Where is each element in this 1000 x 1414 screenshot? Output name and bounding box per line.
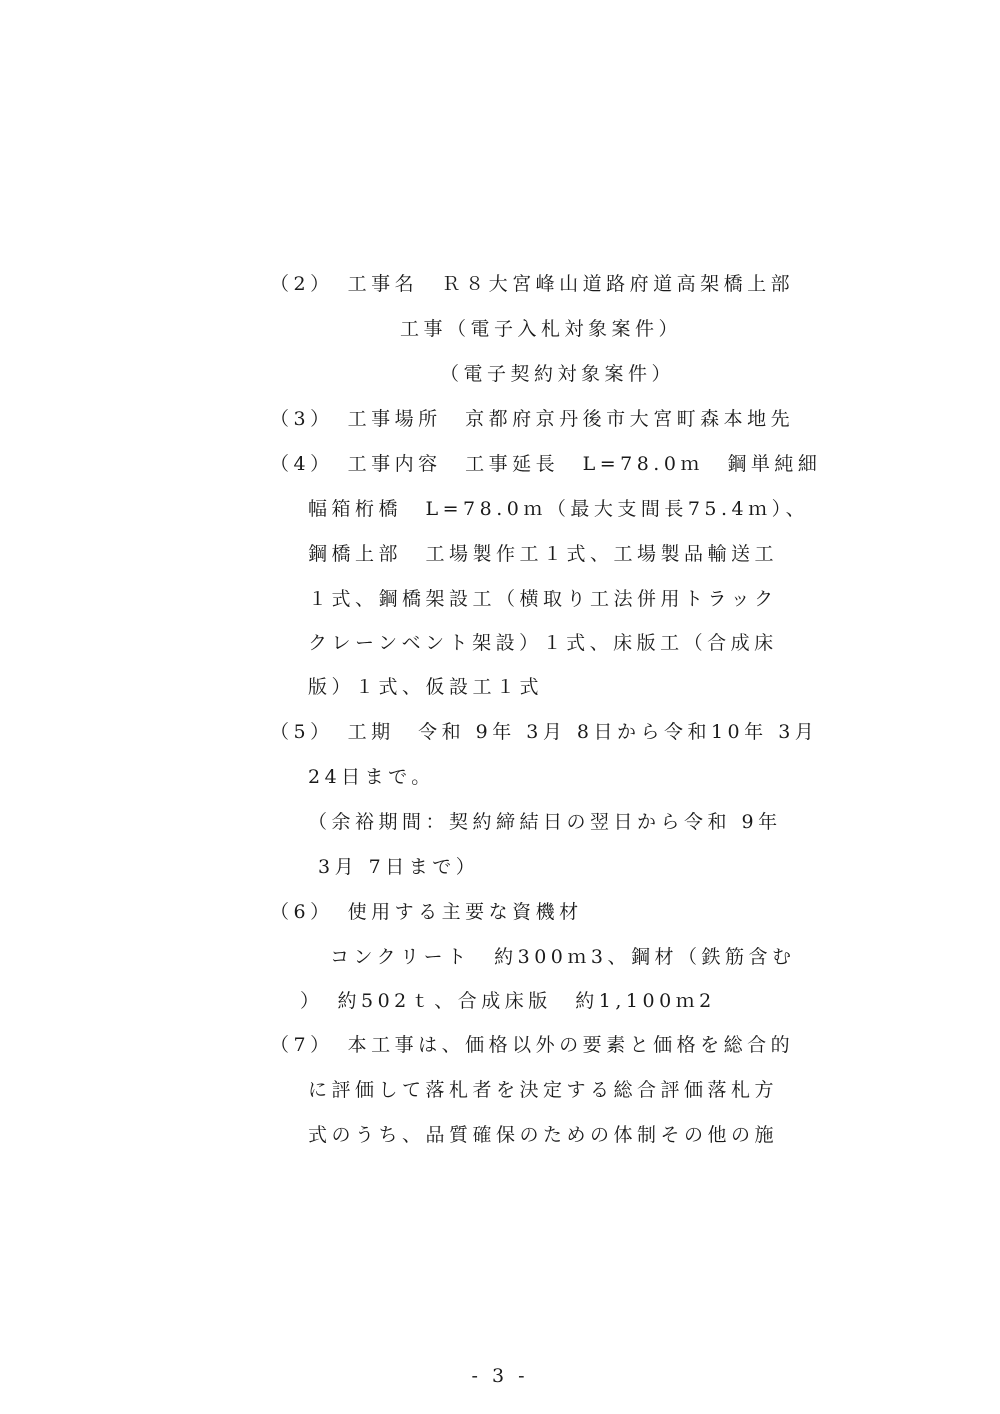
item-4-content-line-3: 鋼橋上部 工場製作工１式、工場製品輸送工 [308, 543, 779, 565]
item-4-content-line-4: １式、鋼橋架設工（横取り工法併用トラック [308, 588, 778, 610]
item-6-materials-line-1: コンクリート 約300ｍ3、鋼材（鉄筋含む [330, 946, 796, 968]
item-4-content-line-2: 幅箱桁橋 L=78.0ｍ（最大支間長75.4ｍ）、 [308, 498, 810, 520]
item-6-materials-line-2: ） 約502ｔ、合成床版 約1,100ｍ2 [300, 990, 716, 1012]
page-number: - 3 - [471, 1365, 529, 1387]
item-5-spare-period: （余裕期間：契約締結日の翌日から令和 9年 [308, 811, 782, 833]
item-7-line-3: 式のうち、品質確保のための体制その他の施 [308, 1124, 779, 1146]
item-4-construction-content: （4） 工事内容 工事延長 L=78.0ｍ 鋼単純細 [270, 453, 822, 475]
item-7-line-2: に評価して落札者を決定する総合評価落札方 [308, 1079, 779, 1101]
item-5-spare-period-end: 3月 7日まで） [318, 856, 480, 878]
item-6-main-materials: （6） 使用する主要な資機材 [270, 901, 583, 923]
item-4-content-line-5: クレーンベント架設）１式、床版工（合成床 [308, 632, 778, 654]
item-2-construction-name-cont: 工事（電子入札対象案件） [400, 318, 683, 340]
item-3-construction-site: （3） 工事場所 京都府京丹後市大宮町森本地先 [270, 408, 795, 430]
item-5-construction-period: （5） 工期 令和 9年 3月 8日から令和10年 3月 [270, 721, 819, 743]
item-2-electronic-contract-note: （電子契約対象案件） [440, 363, 676, 385]
item-5-period-end: 24日まで。 [308, 766, 435, 788]
item-7-evaluation-method: （7） 本工事は、価格以外の要素と価格を総合的 [270, 1034, 795, 1056]
item-4-content-line-6: 版）１式、仮設工１式 [308, 676, 544, 698]
item-2-construction-name: （2） 工事名 Ｒ８大宮峰山道路府道高架橋上部 [270, 273, 795, 295]
